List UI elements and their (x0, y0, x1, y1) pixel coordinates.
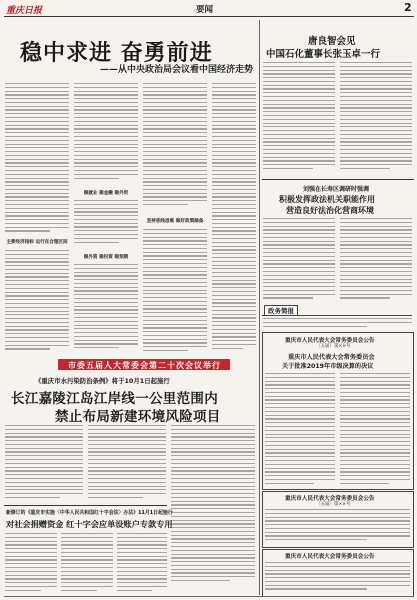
right-mid-headline: 积极发挥政法机关职能作用 (279, 195, 375, 204)
lead-subhead: ——从中央政治局会议看中国经济走势 (100, 65, 254, 75)
right-top-headline-2: 中国石化董事长张玉卓一行 (266, 49, 381, 60)
lead-body-col2b (74, 200, 138, 250)
notice-1-issuer: 重庆市人民代表大会常务委员会公告 (285, 338, 375, 344)
column-divider (259, 20, 260, 595)
masthead-rule (4, 16, 414, 17)
yangtze-headline-2: 禁止布局新建环境风险项目 (55, 409, 221, 425)
section-title: 要闻 (196, 5, 214, 15)
fund-body-col1 (5, 533, 57, 593)
notices-header: 政务简报 (264, 305, 298, 316)
right-mid-body-right (340, 218, 412, 302)
right-mid-headline-2: 营造良好法治化营商环境 (286, 206, 374, 215)
right-mid-kicker: 刘强在长寿区调研时强调 (303, 186, 370, 193)
yangtze-body-col2 (88, 425, 166, 501)
yangtze-headline: 长江嘉陵江岛江岸线一公里范围内 (11, 391, 218, 407)
yangtze-kicker: 《重庆市水污染防治条例》将于10月1日起施行 (35, 377, 170, 385)
lead-body-col2 (74, 83, 138, 185)
yangtze-body-col3 (171, 425, 255, 585)
notices-header-bar (262, 305, 412, 316)
notice-1-no: 〔五届〕第××号 (316, 344, 351, 349)
right-top-rule (262, 179, 414, 180)
lead-subhead-3: 稳外资 稳投资 稳预期 (83, 255, 129, 260)
lead-body-col3 (143, 83, 207, 213)
notice-2-body (265, 509, 410, 544)
yangtze-rule (4, 505, 167, 506)
lead-body-col1b (5, 250, 69, 355)
page-number: 2 (404, 1, 412, 14)
notice-1-title-2: 关于批准2019年市级决算的决议 (282, 363, 374, 370)
notice-3-issuer: 重庆市人民代表大会常务委员会公告 (285, 554, 375, 560)
lead-body-col1 (5, 83, 69, 235)
session-banner (58, 359, 230, 370)
newspaper-logo: 重庆日报 (6, 6, 43, 16)
notice-1-body-right (340, 373, 410, 485)
yangtze-body-col1 (5, 425, 83, 501)
fund-headline: 对社会捐赠资金 红十字会应单设账户专款专用 (6, 519, 173, 529)
notices-intro (263, 318, 412, 330)
right-top-body-right (340, 62, 412, 174)
fund-kicker: 新修订的《重庆市实施〈中华人民共和国红十字会法〉办法》11月1日起施行 (6, 510, 173, 516)
right-top-body-left (263, 62, 335, 174)
notice-1-title: 重庆市人民代表大会常务委员会 (288, 354, 375, 361)
right-mid-body-left (263, 218, 335, 302)
lead-headline: 稳中求进 奋勇前进 (20, 40, 213, 66)
notice-2-issuer: 重庆市人民代表大会常务委员会公告 (285, 496, 375, 502)
right-top-headline: 唐良智会见 (308, 36, 356, 47)
notice-2-no: 〔五届〕第××号 (316, 502, 351, 507)
lead-body-col2c (74, 264, 138, 355)
session-banner-text: 市委五届人大常委会第二十次会议举行 (68, 360, 221, 370)
notice-3-body (265, 562, 410, 593)
footer-rule (4, 596, 414, 597)
lead-subhead-2: 稳就业 稳金融 稳外贸 (83, 191, 129, 196)
notice-1-body-left (265, 373, 335, 485)
lead-body-col4 (212, 83, 256, 355)
fund-body-col2 (61, 533, 113, 593)
lead-body-col3b (143, 229, 207, 355)
fund-body-col3 (117, 533, 167, 593)
lead-subhead-4: 坚持底线思维 做好政策储备 (146, 219, 204, 224)
lead-subhead-1: 主要经济指标 运行在合理区间 (6, 240, 68, 245)
